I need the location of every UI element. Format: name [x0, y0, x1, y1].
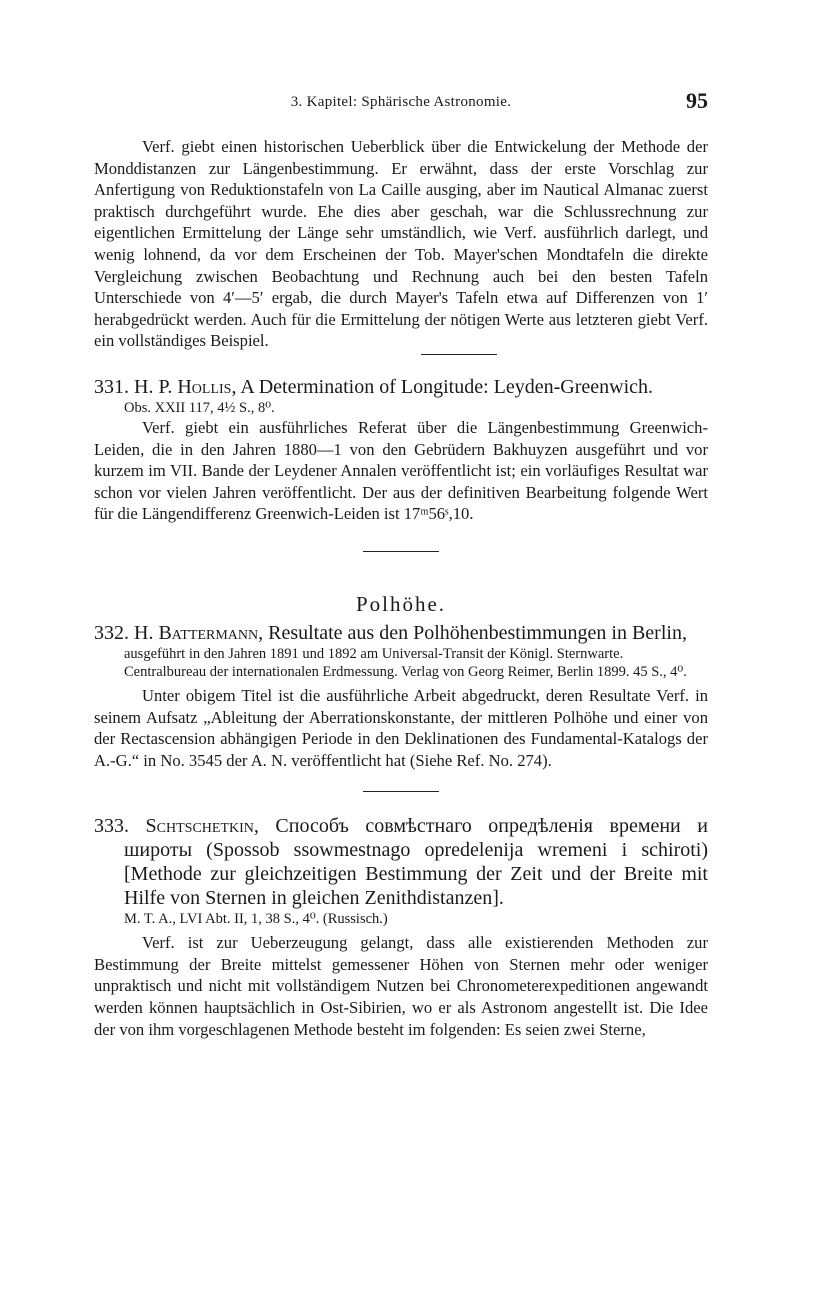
- entry-reference: Obs. XXII 117, 4½ S., 8⁰.: [124, 399, 275, 416]
- divider: [421, 354, 497, 355]
- running-header: [94, 88, 708, 116]
- page-body: [94, 136, 708, 1040]
- entry-author: H. Battermann,: [134, 621, 264, 644]
- entry-body: Unter obigem Titel ist die ausführliche Arbeit abgedruckt, deren Resultate Verf. in seinem Aufsatz „Ableitung der Aberrationskonstante, der mittleren Polhöhe und einer von der Rectascension abhängigen Periode in den Deklinationen des Fundamental-Katalogs der A.-G.“ in No. 3545 der A. N. veröffentlicht hat (Siehe Ref. No. 274).: [94, 685, 708, 770]
- entry-title: A Determination of Longitude: Leyden-Greenwich.: [240, 375, 654, 398]
- entry-number: 331.: [94, 375, 129, 398]
- entry-author: H. P. Hollis,: [134, 375, 237, 398]
- section-title: Polhöhe.: [355, 591, 447, 616]
- entry-333: [94, 814, 708, 1040]
- divider: [363, 551, 439, 552]
- entry-heading: [94, 375, 708, 399]
- chapter-title: 3. Kapitel: Sphärische Astronomie.: [290, 94, 512, 110]
- entry-body: Verf. giebt ein ausführliches Referat über die Längenbestimmung Greenwich-Leiden, die in den Jahren 1880—1 von den Gebrüdern Bakhuyzen ausgeführt und vor kurzem im VII. Bande der Leydener Annalen veröffentlicht ist; ein vorläufiges Resultat war schon vor vielen Jahren veröffentlicht. Der aus der definitiven Bearbeitung folgende Wert für die Längendifferenz Greenwich-Leiden ist 17ᵐ56ˢ,10.: [94, 417, 708, 524]
- entry-332: [94, 621, 708, 771]
- intro-paragraph: Verf. giebt einen historischen Ueberblick über die Entwickelung der Methode der Monddistanzen zur Längenbestimmung. Er erwähnt, dass der erste Vorschlag zur Anfertigung von Reduktionstafeln von La Caille ausging, aber im Nautical Almanac zuerst praktisch durchgeführt wurde. Ehe dies aber geschah, war die Schlussrechnung zur eigentlichen Ermittelung der Länge sehr umständlich, wie Verf. ausführlich darlegt, und wenig lohnend, da vor dem Erscheinen der Tob. Mayer'schen Mondtafeln die direkte Vergleichung zwischen Beobachtung und Rechnung auch bei den besten Tafeln Unterschiede von 4′—5′ ergab, die durch Mayer's Tafeln etwa auf Differenzen von 1′ herabgedrückt werden. Auch für die Ermittelung der nötigen Werte aus letzteren giebt Verf. ein vollständiges Beispiel.: [94, 137, 708, 351]
- entry-heading: [94, 621, 708, 645]
- page-number: 95: [686, 88, 708, 113]
- entry-title: Способъ совмѣстнаго опредѣленія времени и широты (Spossob ssowmestnago opredelenija wremeni i schiroti) [Methode zur gleichzeitigen Bestimmung der Zeit und der Breite mit Hilfe von Sternen in gleichen Zenithdistanzen].: [124, 815, 708, 910]
- entry-reference: ausgeführt in den Jahren 1891 und 1892 am Universal-Transit der Königl. Sternwarte. Centralbureau der internationalen Erdmessung. Verlag von Georg Reimer, Berlin 1899. 45 S., 4⁰.: [124, 645, 687, 680]
- divider: [363, 791, 439, 792]
- entry-number: 332.: [94, 621, 129, 644]
- entry-title: Resultate aus den Polhöhenbestimmungen in Berlin,: [268, 621, 687, 644]
- entry-heading: [94, 814, 708, 910]
- entry-number: 333.: [94, 815, 129, 838]
- entry-author: Schtschetkin,: [145, 815, 259, 838]
- entry-body: Verf. ist zur Ueberzeugung gelangt, dass alle existierenden Methoden zur Bestimmung der Breite mittelst gemessener Höhen von Sternen mehr oder weniger unpraktisch und nicht mit vollständigem Nutzen bei Chronometerexpeditionen angewandt werden können hauptsächlich in Ost-Sibirien, wo er als Astronom angestellt ist. Die Idee der von ihm vorgeschlagenen Methode besteht im folgenden: Es seien zwei Sterne,: [94, 933, 708, 1039]
- entry-reference: M. T. A., LVI Abt. II, 1, 38 S., 4⁰. (Russisch.): [124, 911, 388, 928]
- entry-331: [94, 375, 708, 525]
